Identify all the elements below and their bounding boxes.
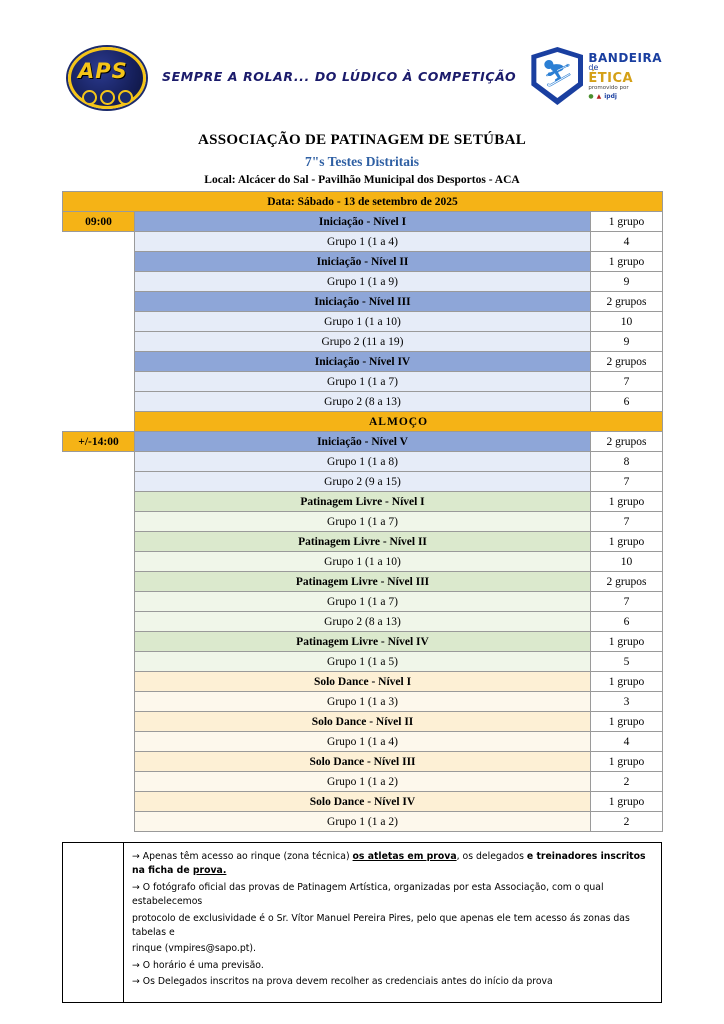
count-cell: 7 xyxy=(591,592,663,612)
time-cell-empty xyxy=(63,452,135,472)
category-cell: Iniciação - Nível IV xyxy=(135,352,591,372)
page-subtitle: 7"s Testes Distritais xyxy=(305,154,419,169)
table-row xyxy=(63,512,663,532)
group-cell: Grupo 2 (8 a 13) xyxy=(135,392,591,412)
note-3: protocolo de exclusividade é o Sr. Vítor Manuel Pereira Pires, pelo que apenas ele tem acesso ás zonas das tabelas e xyxy=(132,912,630,939)
category-cell: Patinagem Livre - Nível IV xyxy=(135,632,591,652)
time-cell-empty xyxy=(63,712,135,732)
lunch-break-cell: ALMOÇO xyxy=(135,412,663,432)
table-row xyxy=(63,272,663,292)
count-cell: 10 xyxy=(591,552,663,572)
table-row xyxy=(63,572,663,592)
count-cell: 1 grupo xyxy=(591,252,663,272)
note-6: → Os Delegados inscritos na prova devem recolher as credenciais antes do início da prova xyxy=(132,976,553,988)
table-row xyxy=(63,732,663,752)
category-cell: Solo Dance - Nível II xyxy=(135,712,591,732)
note-4: rinque (vmpires@sapo.pt). xyxy=(132,943,256,955)
count-cell: 5 xyxy=(591,652,663,672)
table-row xyxy=(63,772,663,792)
table-row xyxy=(63,332,663,352)
table-row xyxy=(63,252,663,272)
page-title: ASSOCIAÇÃO DE PATINAGEM DE SETÚBAL xyxy=(197,132,527,148)
count-cell: 9 xyxy=(591,272,663,292)
count-cell: 9 xyxy=(591,332,663,352)
time-cell-empty xyxy=(63,412,135,432)
time-cell-empty xyxy=(63,632,135,652)
group-cell: Grupo 1 (1 a 4) xyxy=(135,732,591,752)
count-cell: 2 xyxy=(591,772,663,792)
category-cell: Iniciação - Nível V xyxy=(135,432,591,452)
time-cell-empty xyxy=(63,352,135,372)
category-cell: Patinagem Livre - Nível II xyxy=(135,532,591,552)
time-cell-empty xyxy=(63,792,135,812)
time-cell-empty xyxy=(63,372,135,392)
time-cell: +/-14:00 xyxy=(63,432,135,452)
time-cell-empty xyxy=(63,672,135,692)
count-cell: 2 grupos xyxy=(591,572,663,592)
table-row xyxy=(63,392,663,412)
time-cell-empty xyxy=(63,592,135,612)
time-cell-empty xyxy=(63,232,135,252)
note-1 xyxy=(132,850,653,879)
venue-line: Local: Alcácer do Sal - Pavilhão Municipal dos Desportos - ACA xyxy=(204,174,520,186)
group-cell: Grupo 1 (1 a 7) xyxy=(135,512,591,532)
table-row xyxy=(63,312,663,332)
category-cell: Solo Dance - Nível III xyxy=(135,752,591,772)
group-cell: Grupo 1 (1 a 8) xyxy=(135,452,591,472)
category-cell: Iniciação - Nível III xyxy=(135,292,591,312)
group-cell: Grupo 2 (9 a 15) xyxy=(135,472,591,492)
note-1-part-b: os atletas em prova xyxy=(352,851,457,862)
table-row xyxy=(63,552,663,572)
category-cell: Patinagem Livre - Nível I xyxy=(135,492,591,512)
time-cell-empty xyxy=(63,472,135,492)
logo-aps-text: APS xyxy=(78,59,128,83)
schedule-table-body xyxy=(63,192,663,212)
time-cell-empty xyxy=(63,552,135,572)
etica-text-block xyxy=(588,52,662,101)
group-cell: Grupo 1 (1 a 7) xyxy=(135,372,591,392)
count-cell: 2 grupos xyxy=(591,352,663,372)
sponsor-logos xyxy=(588,94,662,101)
table-row xyxy=(63,452,663,472)
group-cell: Grupo 2 (11 a 19) xyxy=(135,332,591,352)
time-cell: 09:00 xyxy=(63,212,135,232)
etica-line3: ÉTICA xyxy=(588,71,634,87)
group-cell: Grupo 1 (1 a 7) xyxy=(135,592,591,612)
time-cell-empty xyxy=(63,252,135,272)
time-cell-empty xyxy=(63,292,135,312)
group-cell: Grupo 2 (8 a 13) xyxy=(135,612,591,632)
category-cell: Iniciação - Nível II xyxy=(135,252,591,272)
count-cell: 1 grupo xyxy=(591,532,663,552)
count-cell: 6 xyxy=(591,612,663,632)
table-row xyxy=(63,432,663,452)
count-cell: 2 grupos xyxy=(591,292,663,312)
etica-line4: promovido por xyxy=(588,85,629,92)
table-row xyxy=(63,372,663,392)
count-cell: 10 xyxy=(591,312,663,332)
date-cell: Data: Sábado - 13 de setembro de 2025 xyxy=(63,192,663,212)
etica-line1: BANDEIRA xyxy=(588,50,662,65)
notes-box xyxy=(123,842,662,1003)
time-cell-empty xyxy=(63,332,135,352)
time-cell-empty xyxy=(63,732,135,752)
schedule-rows xyxy=(63,212,663,832)
notes-section xyxy=(62,842,662,1003)
category-cell: Solo Dance - Nível IV xyxy=(135,792,591,812)
table-row xyxy=(63,532,663,552)
table-row xyxy=(63,592,663,612)
group-cell: Grupo 1 (1 a 9) xyxy=(135,272,591,292)
schedule-table xyxy=(62,191,663,832)
table-row xyxy=(63,412,663,432)
category-cell: Patinagem Livre - Nível III xyxy=(135,572,591,592)
table-row xyxy=(63,472,663,492)
logo-wheel-icon xyxy=(118,90,133,105)
time-cell-empty xyxy=(63,692,135,712)
skater-icon: ⛷ xyxy=(540,58,574,88)
count-cell: 4 xyxy=(591,232,663,252)
time-cell-empty xyxy=(63,512,135,532)
count-cell: 1 grupo xyxy=(591,752,663,772)
group-cell: Grupo 1 (1 a 10) xyxy=(135,312,591,332)
count-cell: 4 xyxy=(591,732,663,752)
logo-wheel-icon xyxy=(100,90,115,105)
count-cell: 7 xyxy=(591,372,663,392)
table-row xyxy=(63,212,663,232)
ipdj-logo-icon: ipdj xyxy=(604,92,617,100)
count-cell: 1 grupo xyxy=(591,212,663,232)
count-cell: 6 xyxy=(591,392,663,412)
count-cell: 1 grupo xyxy=(591,792,663,812)
category-cell: Iniciação - Nível I xyxy=(135,212,591,232)
document-header xyxy=(62,0,662,118)
aps-logo-icon xyxy=(62,45,148,107)
logo-wheel-icon xyxy=(82,90,97,105)
table-row xyxy=(63,492,663,512)
table-row-date xyxy=(63,192,663,212)
count-cell: 7 xyxy=(591,512,663,532)
note-1-part-e: prova. xyxy=(192,865,227,877)
note-1-part-a: → Apenas têm acesso ao rinque (zona técnica) xyxy=(132,851,353,862)
time-cell-empty xyxy=(63,572,135,592)
note-5: → O horário é uma previsão. xyxy=(132,959,264,971)
note-1-part-c: , os delegados xyxy=(456,851,527,862)
table-row xyxy=(63,232,663,252)
time-cell-empty xyxy=(63,492,135,512)
count-cell: 1 grupo xyxy=(591,672,663,692)
note-2: → O fotógrafo oficial das provas de Patinagem Artística, organizadas por esta Associação, com o qual estabelecemos xyxy=(132,881,604,908)
pned-mark-icon: ▲ xyxy=(596,92,602,100)
group-cell: Grupo 1 (1 a 2) xyxy=(135,772,591,792)
group-cell: Grupo 1 (1 a 3) xyxy=(135,692,591,712)
count-cell: 7 xyxy=(591,472,663,492)
group-cell: Grupo 1 (1 a 2) xyxy=(135,812,591,832)
slogan-text: SEMPRE A ROLAR... DO LÚDICO À COMPETIÇÃO xyxy=(162,68,517,84)
table-row xyxy=(63,612,663,632)
note-1-part-d: e treinadores inscritos na ficha de xyxy=(132,851,646,877)
group-cell: Grupo 1 (1 a 5) xyxy=(135,652,591,672)
table-row xyxy=(63,652,663,672)
table-row xyxy=(63,812,663,832)
count-cell: 1 grupo xyxy=(591,632,663,652)
etica-line2: de xyxy=(588,63,599,73)
time-cell-empty xyxy=(63,392,135,412)
count-cell: 2 xyxy=(591,812,663,832)
notes-left-spacer xyxy=(62,842,123,1003)
time-cell-empty xyxy=(63,812,135,832)
time-cell-empty xyxy=(63,312,135,332)
time-cell-empty xyxy=(63,272,135,292)
table-row xyxy=(63,692,663,712)
count-cell: 3 xyxy=(591,692,663,712)
table-row xyxy=(63,712,663,732)
title-block xyxy=(62,132,662,186)
table-row xyxy=(63,752,663,772)
time-cell-empty xyxy=(63,612,135,632)
group-cell: Grupo 1 (1 a 4) xyxy=(135,232,591,252)
pned-logo-icon: ● xyxy=(588,92,594,100)
shield-icon xyxy=(531,47,583,105)
time-cell-empty xyxy=(63,752,135,772)
table-row xyxy=(63,292,663,312)
table-row xyxy=(63,632,663,652)
count-cell: 1 grupo xyxy=(591,712,663,732)
category-cell: Solo Dance - Nível I xyxy=(135,672,591,692)
time-cell-empty xyxy=(63,532,135,552)
bandeira-etica-logo xyxy=(531,47,662,105)
count-cell: 2 grupos xyxy=(591,432,663,452)
table-row xyxy=(63,792,663,812)
group-cell: Grupo 1 (1 a 10) xyxy=(135,552,591,572)
count-cell: 1 grupo xyxy=(591,492,663,512)
time-cell-empty xyxy=(63,772,135,792)
time-cell-empty xyxy=(63,652,135,672)
table-row xyxy=(63,672,663,692)
table-row xyxy=(63,352,663,372)
count-cell: 8 xyxy=(591,452,663,472)
